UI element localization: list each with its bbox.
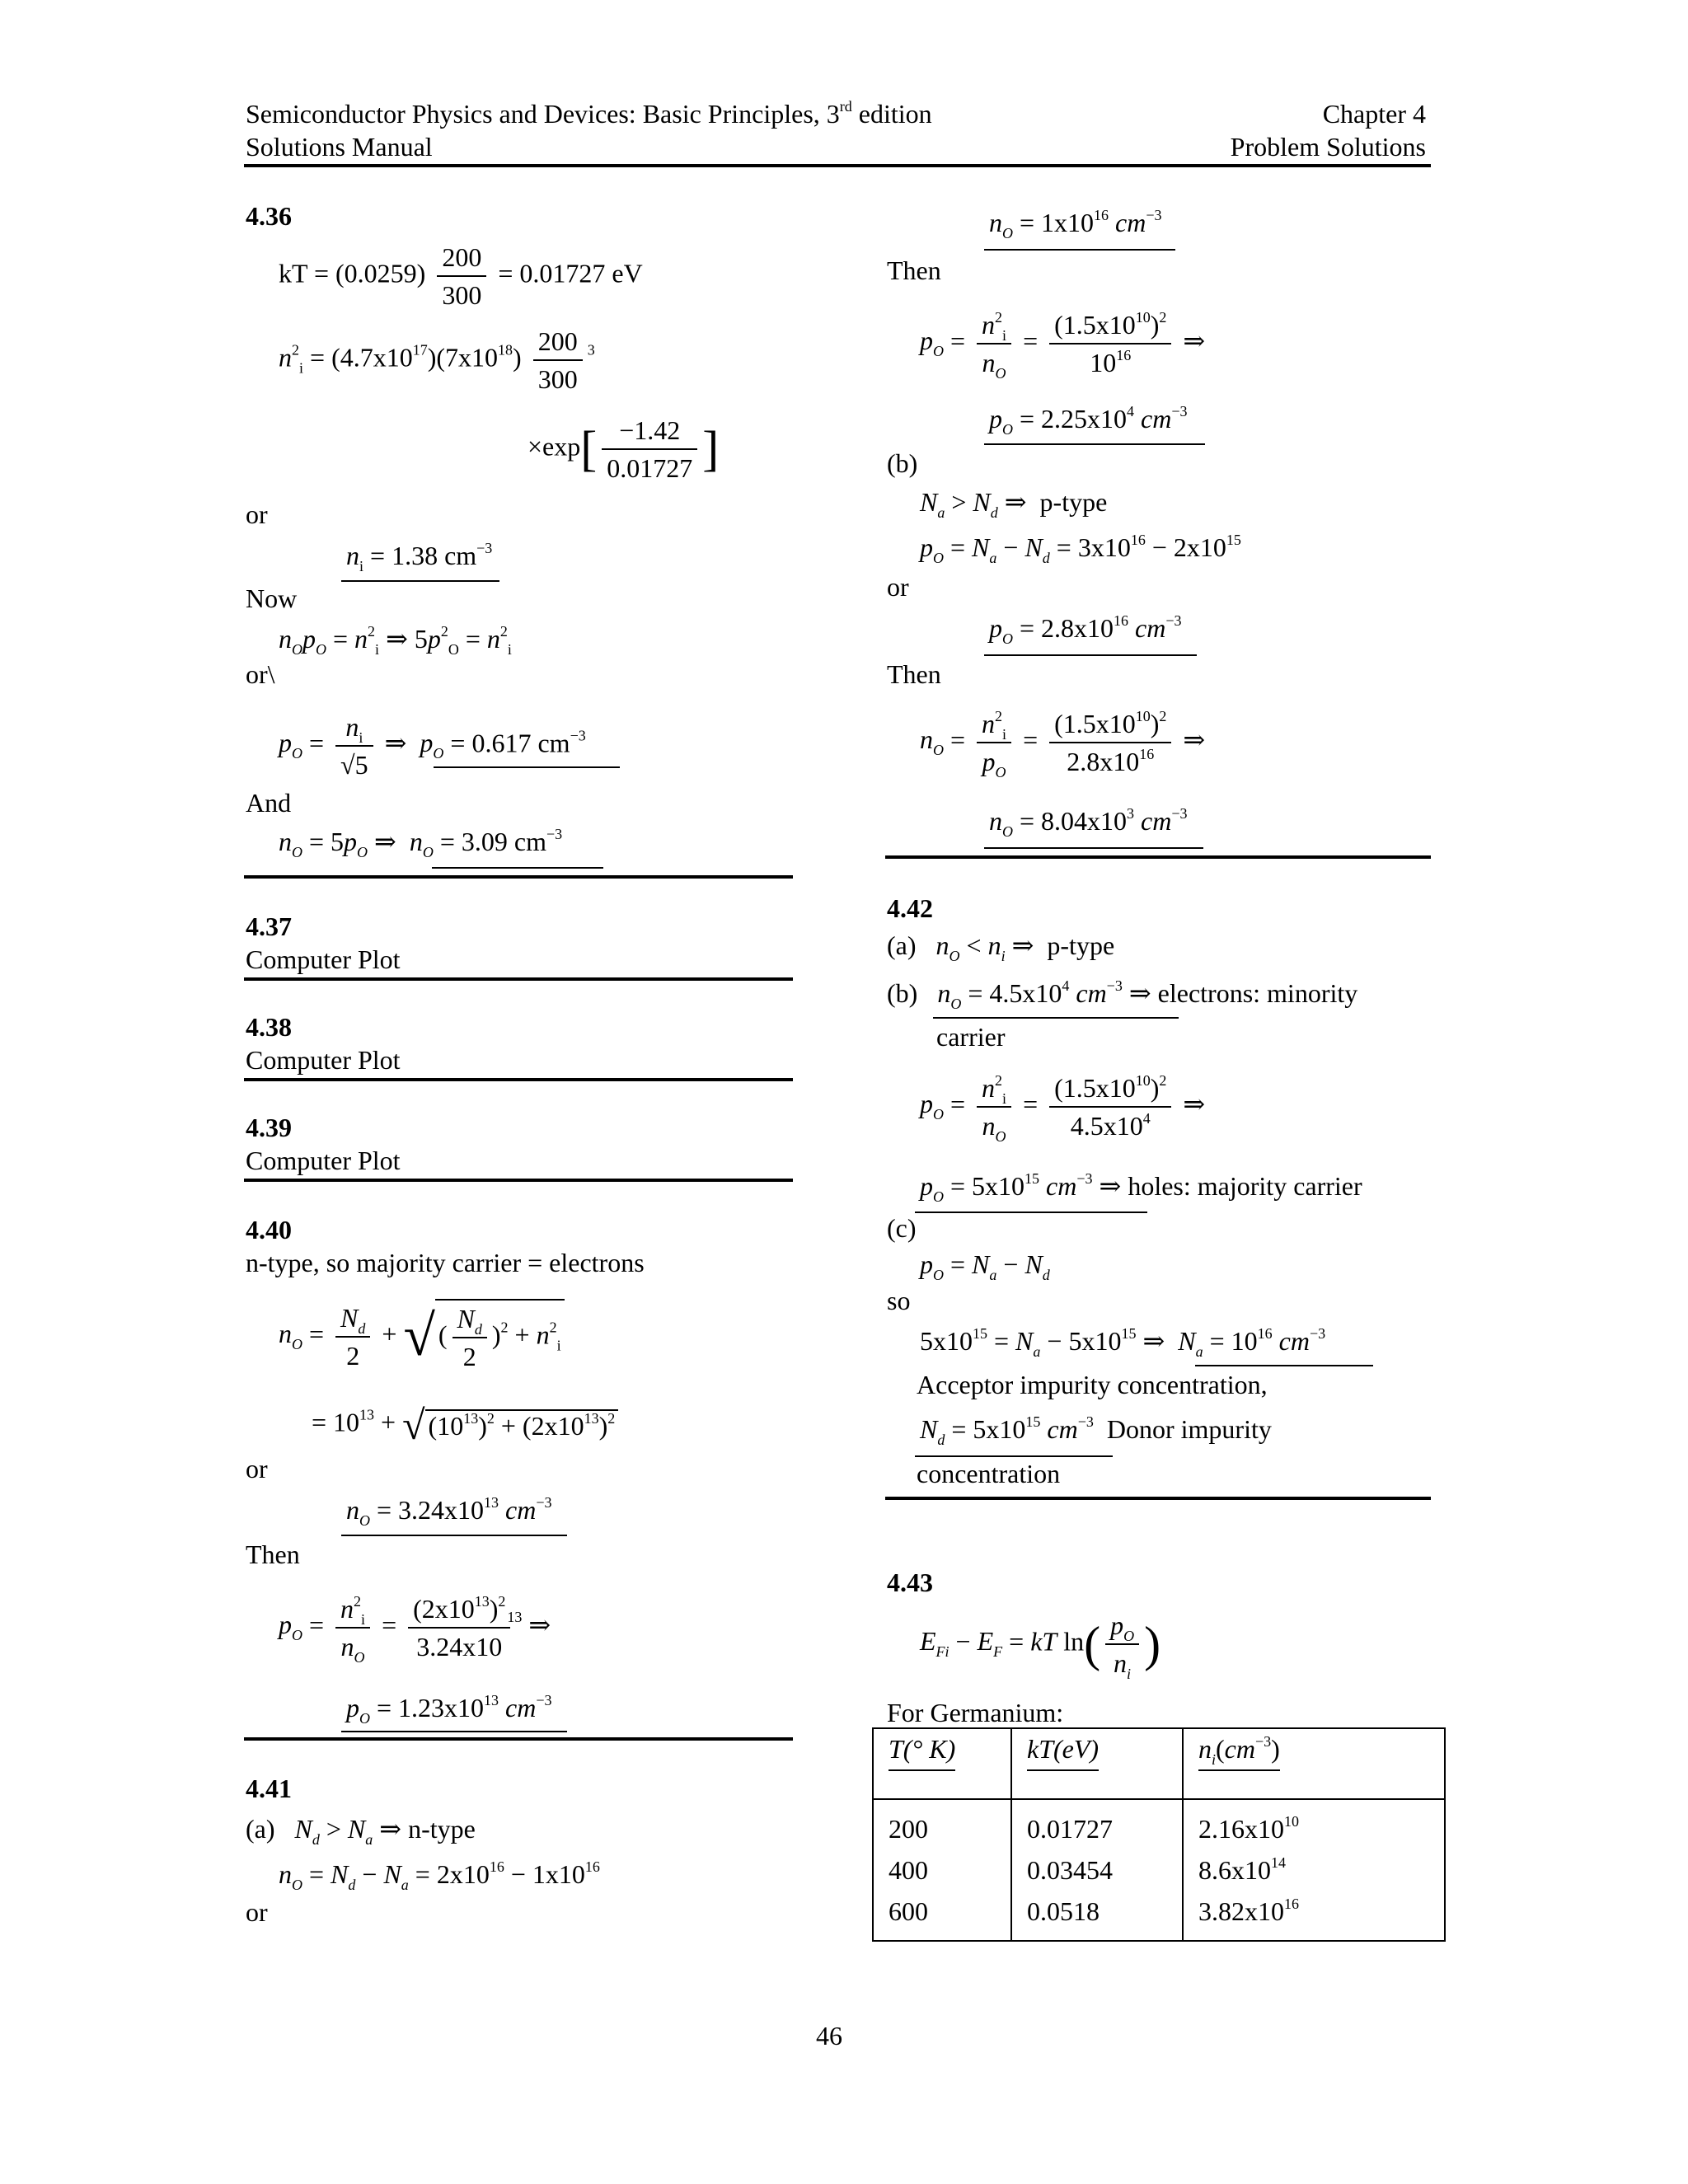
- problem-4-42-number: 4.42: [887, 893, 933, 923]
- equation-kt: kT = (0.0259) $\frac{200}{300}$ = 0.01727 eV: [279, 239, 643, 313]
- equation-ni-squared: $n^2_i = (4.7x10^{17})(7x10^{18})$ $\frac{200}{300}$ $^3$: [279, 323, 595, 397]
- table-cell: 0.01727: [1027, 1814, 1113, 1844]
- table-cell: 600: [889, 1896, 928, 1926]
- problem-4-38-number: 4.38: [246, 1012, 292, 1042]
- equation-exp-factor: ×exp[ $\frac{-1.42}{0.01727}$ ]: [528, 412, 719, 486]
- underline: [933, 1017, 1179, 1019]
- text-part-c: (c): [887, 1213, 917, 1243]
- equation-42a: (a) $n_O < n_i$ ⇒ p-type: [887, 930, 1115, 964]
- underline: [984, 654, 1197, 656]
- table-header-cell: $n_i(cm^{-3})$: [1183, 1728, 1445, 1799]
- section-rule: [244, 1078, 793, 1081]
- text-for-germanium: For Germanium:: [887, 1698, 1064, 1727]
- equation-po-calc: $p_O$ = $\frac{n^2_i}{n_O}$ = $\frac{(2x10^{13})^2}{3.24x10}$ $^{13}$ ⇒: [279, 1591, 551, 1665]
- table-header-cell: kT(eV): [1011, 1728, 1183, 1799]
- section-rule: [244, 1737, 793, 1741]
- equation-no-general: $n_O$ = $\frac{N_d}{2}$ + √ ( $\frac{N_d}{2}$ )$^2 + n^2_i$: [279, 1299, 565, 1375]
- equation-mass-action: $n_Op_O = n^2_i$ ⇒ $5p^2_O = n^2_i$: [279, 623, 512, 658]
- table-column-ni: [1183, 1799, 1445, 1941]
- table-header-row: [873, 1728, 1445, 1799]
- text-or: or: [246, 1897, 268, 1927]
- underline: [434, 766, 620, 768]
- table-column-t: [873, 1799, 1011, 1941]
- section-rule: [244, 875, 793, 879]
- equation-po-calc: $p_O$ = $\frac{n^2_i}{n_O}$ = $\frac{(1.5x10^{10})^2}{10^{16}}$ ⇒: [920, 307, 1205, 381]
- text-then: Then: [887, 255, 941, 285]
- text-or-backslash: or\: [246, 659, 275, 689]
- table-cell: 0.0518: [1027, 1896, 1100, 1926]
- text-then: Then: [887, 659, 941, 689]
- page-number: 46: [816, 2021, 842, 2050]
- underline: [341, 580, 499, 582]
- equation-efi-ef: $E_{Fi} - E_F$ = kT ln( $\frac{p_O}{n_i}$ ): [920, 1607, 1160, 1681]
- equation-po-na-nd: $p_O = N_a - N_d = 3x10^{16} - 2x10^{15}$: [920, 532, 1241, 566]
- equation-42b: (b) $n_O = 4.5x10^4$ $cm^{-3}$ ⇒ electrons: minority: [887, 977, 1358, 1012]
- problem-4-41-number: 4.41: [246, 1774, 292, 1803]
- table-cell: 400: [889, 1855, 928, 1885]
- problem-4-40-number: 4.40: [246, 1215, 292, 1244]
- equation-ni-result: $n_i = 1.38$ $cm^{-3}$: [346, 540, 493, 574]
- text-concentration: concentration: [917, 1459, 1061, 1488]
- table-cell: 200: [889, 1814, 928, 1844]
- text-carrier: carrier: [936, 1022, 1006, 1052]
- table-body: [873, 1799, 1445, 1941]
- equation-nd: $N_d = 5x10^{15}$ $cm^{-3}$ Donor impurity: [920, 1413, 1272, 1448]
- equation-po: $p_O$ = $\frac{n_i}{√5}$ ⇒ $p_O = 0.617$ $cm^{-3}$: [279, 709, 586, 783]
- table-cell: $2.16x10^{10}$: [1198, 1813, 1299, 1844]
- equation-na-gt-nd: $N_a > N_d$ ⇒ p-type: [920, 487, 1108, 521]
- equation-po-result: $p_O = 1.23x10^{13}$ $cm^{-3}$: [346, 1692, 552, 1727]
- section-rule: [885, 1497, 1431, 1500]
- equation-po2-result: $p_O = 2.8x10^{16}$ $cm^{-3}$: [989, 612, 1182, 647]
- header-rule: [244, 164, 1431, 167]
- underline: [341, 1731, 567, 1732]
- equation-42-po-calc: $p_O$ = $\frac{n^2_i}{n_O}$ = $\frac{(1.5x10^{10})^2}{4.5x10^4}$ ⇒: [920, 1070, 1205, 1144]
- equation-na-solve: $5x10^{15} = N_a - 5x10^{15}$ ⇒ $N_a = 10^{16}$ $cm^{-3}$: [920, 1325, 1326, 1360]
- underline: [1195, 1365, 1373, 1366]
- equation-no2-calc: $n_O$ = $\frac{n^2_i}{p_O}$ = $\frac{(1.5x10^{10})^2}{2.8x10^{16}}$ ⇒: [920, 705, 1205, 780]
- text-or: or: [887, 572, 909, 602]
- text-acceptor: Acceptor impurity concentration,: [917, 1370, 1268, 1399]
- problem-4-43-number: 4.43: [887, 1568, 933, 1597]
- equation-no-1e16: $n_O = 1x10^{16}$ $cm^{-3}$: [989, 207, 1162, 241]
- section-rule: [244, 977, 793, 981]
- problem-4-40-text: n-type, so majority carrier = electrons: [246, 1248, 645, 1277]
- equation-no-numeric: = $10^{13}$ + √ $(10^{13})^2 + (2x10^{13})^2$: [312, 1401, 618, 1449]
- equation-no-nd-na: $n_O = N_d - N_a = 2x10^{16} - 1x10^{16}$: [279, 1858, 600, 1893]
- text-now: Now: [246, 583, 298, 613]
- problem-4-38-text: Computer Plot: [246, 1045, 401, 1075]
- underline: [341, 1535, 567, 1536]
- text-and: And: [246, 788, 292, 818]
- equation-no: $n_O = 5p_O$ ⇒ $n_O = 3.09$ $cm^{-3}$: [279, 826, 563, 860]
- problem-4-37-number: 4.37: [246, 912, 292, 941]
- underline: [984, 249, 1175, 251]
- problem-4-39-text: Computer Plot: [246, 1146, 401, 1175]
- underline: [984, 847, 1203, 849]
- equation-no-result: $n_O = 3.24x10^{13}$ $cm^{-3}$: [346, 1494, 552, 1529]
- problem-4-37-text: Computer Plot: [246, 944, 401, 974]
- header-chapter: Chapter 4: [1322, 99, 1426, 129]
- text-or: or: [246, 499, 268, 529]
- table-header-cell: T(° K): [873, 1728, 1011, 1799]
- equation-nd-gt-na: (a) $N_d > N_a$ ⇒ n-type: [246, 1814, 476, 1848]
- table-column-kt: [1011, 1799, 1183, 1941]
- equation-42-po-result: $p_O = 5x10^{15}$ $cm^{-3}$ ⇒ holes: majority carrier: [920, 1170, 1362, 1205]
- problem-4-36-number: 4.36: [246, 201, 292, 231]
- section-rule: [244, 1179, 793, 1182]
- equation-no2-result: $n_O = 8.04x10^3$ $cm^{-3}$: [989, 805, 1188, 840]
- problem-4-39-number: 4.39: [246, 1113, 292, 1142]
- germanium-table: [872, 1727, 1446, 1942]
- equation-42c: $p_O = N_a - N_d$: [920, 1249, 1050, 1283]
- table-cell: $3.82x10^{16}$: [1198, 1896, 1299, 1926]
- underline: [432, 867, 603, 869]
- equation-po-result: $p_O = 2.25x10^4$ $cm^{-3}$: [989, 403, 1188, 438]
- header-subtitle: Solutions Manual: [246, 132, 433, 162]
- underline: [984, 443, 1205, 445]
- text-or: or: [246, 1454, 268, 1483]
- table-cell: $8.6x10^{14}$: [1198, 1854, 1286, 1885]
- underline: [915, 1455, 1113, 1457]
- table-cell: 0.03454: [1027, 1855, 1113, 1885]
- header-title: Semiconductor Physics and Devices: Basic Principles, 3rd edition: [246, 98, 932, 129]
- text-so: so: [887, 1286, 911, 1315]
- section-rule: [885, 855, 1431, 859]
- header-section: Problem Solutions: [1230, 132, 1426, 162]
- text-then: Then: [246, 1540, 300, 1569]
- underline: [915, 1212, 1147, 1213]
- text-part-b: (b): [887, 448, 918, 478]
